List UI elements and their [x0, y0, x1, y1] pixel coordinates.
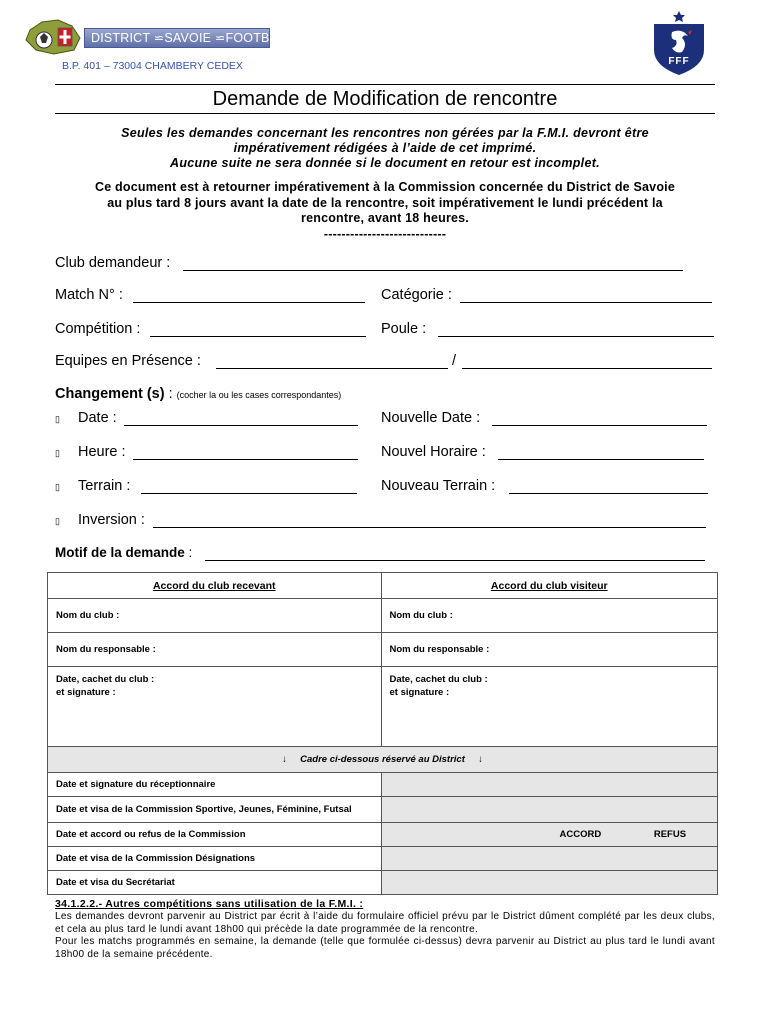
match-no-field[interactable] [133, 302, 365, 303]
match-no-label: Match N° : [55, 287, 123, 303]
district-banner: DISTRICT ⋍SAVOIE ⋍FOOTBALL [84, 28, 270, 48]
motif-label: Motif de la demande : [55, 545, 193, 560]
regulation-paragraph-2: Pour les matchs programmés en semaine, la demande (telle que formulée ci-dessus) devra parvenir au District au plus tard le lundi avant 18h00 de la semaine précédente. [55, 936, 715, 961]
changement-hint: (cocher la ou les cases correspondantes) [176, 390, 342, 400]
club-demandeur-field[interactable] [183, 270, 683, 271]
row-commission-sportive-label: Date et visa de la Commission Sportive, Jeunes, Féminine, Futsal [48, 797, 382, 823]
date-field[interactable] [124, 425, 358, 426]
checkbox-date[interactable]: ▯ [55, 414, 60, 424]
changement-heading: Changement (s) : (cocher la ou les cases correspondantes) [55, 386, 342, 402]
date-label: Date : [78, 410, 117, 426]
nouvelle-date-label: Nouvelle Date : [381, 410, 481, 426]
row-accord-refus-label: Date et accord ou refus de la Commission [48, 823, 382, 847]
regulation-paragraph-1: Les demandes devront parvenir au District par écrit à l’aide du formulaire officiel prévu par le District dûment complété par les deux clubs, et cela au plus tard le lundi avant 18h00 qui précède la date programmée de la rencontre. [55, 910, 715, 935]
equipe-1-field[interactable] [216, 368, 448, 369]
poule-field[interactable] [438, 336, 714, 337]
heure-label: Heure : [78, 444, 126, 460]
accord-table [47, 572, 718, 895]
accord-option[interactable]: ACCORD [559, 829, 602, 840]
equipe-2-field[interactable] [462, 368, 712, 369]
categorie-label: Catégorie : [381, 287, 452, 303]
visiteur-cachet[interactable]: Date, cachet du club : et signature : [381, 667, 718, 747]
recevant-nom-club[interactable]: Nom du club : [48, 599, 382, 633]
competition-field[interactable] [150, 336, 366, 337]
row-secretariat-label: Date et visa du Secrétariat [48, 871, 382, 895]
nouvel-horaire-field[interactable] [498, 459, 704, 460]
intro-bold: Ce document est à retourner impérativement à la Commission concernée du District de Savoie au plus tard 8 jours avant la date de la rencontre, soit impérativement le lundi précédent la rencontre, avant 18 heures. ---------------------------- [95, 180, 675, 241]
row-receptionnaire-value[interactable] [381, 773, 718, 797]
row-designations-label: Date et visa de la Commission Désignations [48, 847, 382, 871]
competition-label: Compétition : [55, 321, 141, 337]
equipes-separator: / [452, 353, 457, 369]
page-title: Demande de Modification de rencontre [212, 88, 558, 110]
checkbox-terrain[interactable]: ▯ [55, 482, 60, 492]
inversion-field[interactable] [153, 527, 706, 528]
terrain-field[interactable] [141, 493, 357, 494]
visiteur-nom-responsable[interactable]: Nom du responsable : [381, 633, 718, 667]
fff-logo [648, 10, 710, 76]
terrain-label: Terrain : [78, 478, 131, 494]
nouveau-terrain-label: Nouveau Terrain : [381, 478, 496, 494]
checkbox-heure[interactable]: ▯ [55, 448, 60, 458]
inversion-label: Inversion : [78, 512, 145, 528]
refus-option[interactable]: REFUS [653, 829, 687, 840]
district-logo [24, 16, 293, 52]
equipes-label: Equipes en Présence : [55, 353, 201, 369]
recevant-nom-responsable[interactable]: Nom du responsable : [48, 633, 382, 667]
regulation-section [55, 898, 715, 962]
motif-field[interactable] [205, 560, 705, 561]
recevant-header: Accord du club recevant [48, 573, 382, 599]
regulation-heading: 34.1.2.2.- Autres compétitions sans utilisation de la F.M.I. : [55, 898, 364, 910]
club-demandeur-label: Club demandeur : [55, 255, 171, 271]
district-address: B.P. 401 – 73004 CHAMBERY CEDEX [62, 60, 243, 72]
checkbox-inversion[interactable]: ▯ [55, 516, 60, 526]
savoie-emblem-icon [24, 16, 84, 56]
visiteur-header: Accord du club visiteur [381, 573, 718, 599]
nouveau-terrain-field[interactable] [509, 493, 708, 494]
reserved-banner: ↓ Cadre ci-dessous réservé au District ↓ [48, 747, 718, 773]
row-secretariat-value[interactable] [381, 871, 718, 895]
poule-label: Poule : [381, 321, 427, 337]
title-rule-bottom [55, 113, 715, 114]
fff-logo-text: FFF [668, 56, 690, 67]
title-rule-top [55, 84, 715, 85]
row-commission-sportive-value[interactable] [381, 797, 718, 823]
visiteur-nom-club[interactable]: Nom du club : [381, 599, 718, 633]
heure-field[interactable] [133, 459, 358, 460]
row-designations-value[interactable] [381, 847, 718, 871]
row-receptionnaire-label: Date et signature du réceptionnaire [48, 773, 382, 797]
categorie-field[interactable] [460, 302, 712, 303]
recevant-cachet[interactable]: Date, cachet du club : et signature : [48, 667, 382, 747]
nouvel-horaire-label: Nouvel Horaire : [381, 444, 486, 460]
nouvelle-date-field[interactable] [492, 425, 707, 426]
row-accord-refus-value[interactable] [381, 823, 718, 847]
intro-italic: Seules les demandes concernant les rencontres non gérées par la F.M.I. devront être impérativement rédigées à l’aide de cet imprimé. Aucune suite ne sera donnée si le document en retour est incomplet. [121, 126, 649, 170]
